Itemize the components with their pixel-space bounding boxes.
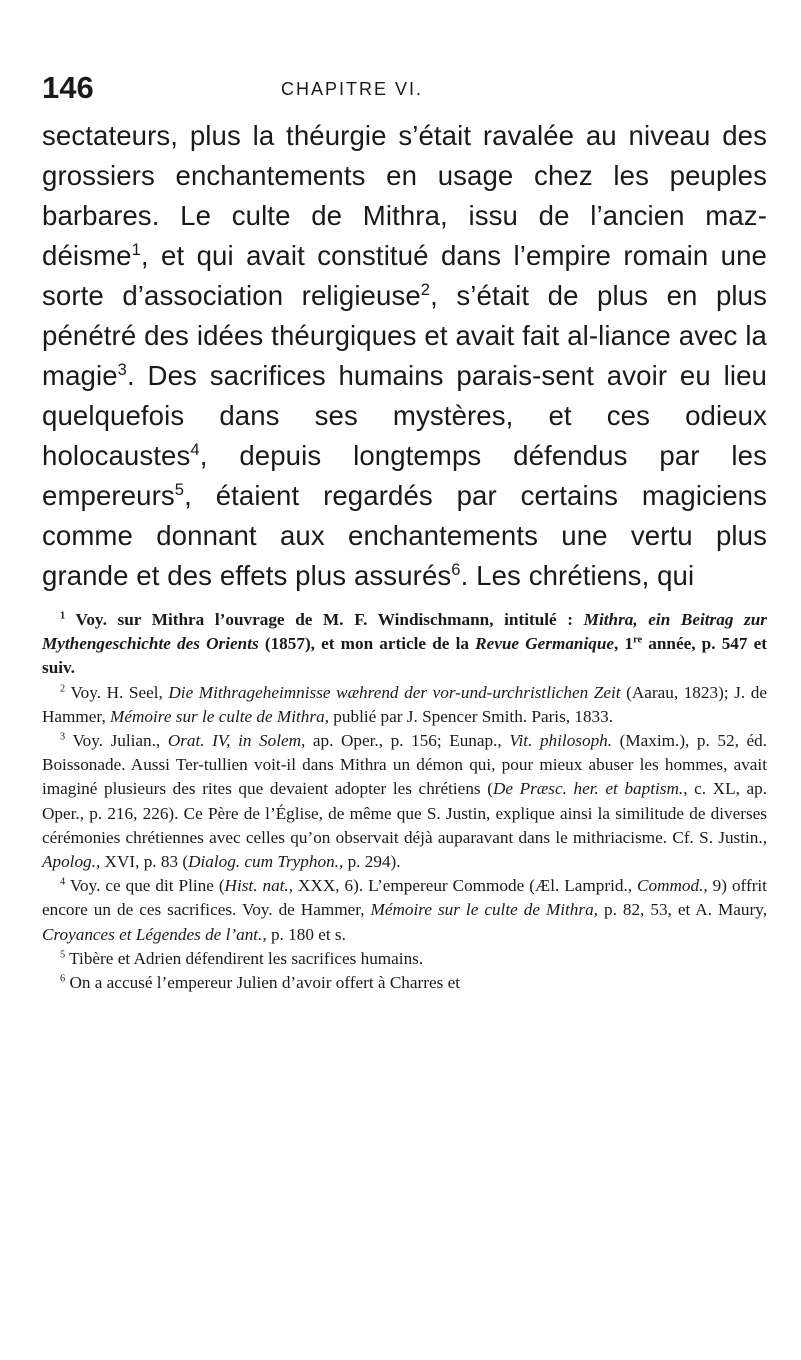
text-segment: . Des sacrifices humains parais-sent avoir eu lieu quelquefois dans ses mystères, et ces odieux holocaustes <box>42 360 767 471</box>
text-segment: , s’était de plus en plus pénétré des idées théurgiques et avait fait al-liance avec la magie <box>42 280 767 391</box>
footnote-number: 1 <box>60 610 66 622</box>
footnote-title: De Præsc. her. et baptism. <box>492 779 684 799</box>
main-paragraph <box>42 116 767 596</box>
footnote-3 <box>42 729 767 874</box>
footnotes <box>42 608 767 995</box>
footnote-title: Apolog., <box>42 852 101 872</box>
footnote-title: Mémoire sur le culte de Mithra, <box>370 900 598 920</box>
footnote-text: On a accusé l’empereur Julien d’avoir offert à Charres et <box>69 973 460 993</box>
footnote-ref: 2 <box>420 279 431 299</box>
footnote-ref: 5 <box>174 479 185 499</box>
footnote-ref: 3 <box>117 359 127 379</box>
footnote-text: p. 180 et s. <box>266 924 346 944</box>
footnote-4 <box>42 874 767 947</box>
footnote-number: 6 <box>60 973 66 985</box>
footnote-text: , c. XL, ap. Oper., p. 216, 226). Ce Père de l’Église, de même que S. Justin, explique ainsi la similitude de diverses cérémonies chrétiennes avec celles qu’on observait déjà auparavant dans le mithriacisme. Cf. S. Justin., <box>42 779 768 847</box>
footnote-text: 9) offrit encore un de ces sacrifices. Voy. de Hammer, <box>42 876 767 920</box>
text-segment: , et qui avait constitué dans l’empire romain une sorte d’association religieuse <box>42 240 767 311</box>
footnote-text: ap. Oper., p. 156; Eunap., <box>305 731 510 751</box>
footnote-1 <box>42 608 767 681</box>
footnote-text: (1857), et mon article de la <box>258 634 476 654</box>
text-segment: , étaient regardés par certains magiciens comme donnant aux enchantements une vertu plus grande et des effets plus assurés <box>42 480 767 591</box>
text-segment: sectateurs, plus la théurgie s’était ravalée au niveau des grossiers enchantements en usage chez les peuples barbares. Le culte de Mithra, issu de l’ancien maz-déisme <box>42 120 767 271</box>
footnote-6 <box>42 971 767 995</box>
footnote-text: , 1 <box>614 634 634 654</box>
footnote-title: Orat. IV, in Solem, <box>167 731 306 751</box>
footnote-number: 2 <box>60 682 66 694</box>
footnote-text: Voy. ce que dit Pline ( <box>69 876 225 896</box>
footnote-5 <box>42 947 767 971</box>
footnote-title: Mémoire sur le culte de Mithra <box>110 706 325 726</box>
page-header <box>42 70 767 116</box>
footnote-text: Voy. Julian., <box>72 731 168 751</box>
footnote-title: Die Mithrageheimnisse wæhrend der vor-und-urchristlichen Zeit <box>168 682 621 702</box>
footnote-text: XXX, 6). L’empereur Commode (Æl. Lamprid., <box>293 876 638 896</box>
footnote-text: , publié par J. Spencer Smith. Paris, 1833. <box>324 706 614 726</box>
footnote-text: p. 82, 53, et A. Maury, <box>597 900 767 920</box>
footnote-text: année, p. 547 et suiv. <box>42 634 767 678</box>
footnote-number: 4 <box>60 876 66 888</box>
footnote-title: Dialog. cum Tryphon., <box>188 852 344 872</box>
footnote-text: (Aarau, 1823); J. de Hammer, <box>42 682 767 726</box>
footnote-number: 5 <box>60 949 66 961</box>
footnote-journal: Revue Germanique <box>475 634 615 654</box>
footnote-title: Hist. nat., <box>224 876 294 896</box>
footnote-text: Voy. H. Seel, <box>70 682 169 702</box>
text-segment: . Les chrétiens, qui <box>460 560 695 591</box>
page-number: 146 <box>42 70 94 105</box>
footnote-text: Voy. sur Mithra l’ouvrage de M. F. Windischmann, intitulé : <box>75 610 584 629</box>
footnote-ref: 1 <box>131 239 141 259</box>
text-segment: , depuis longtemps défendus par les empereurs <box>42 440 767 511</box>
ordinal-suffix: re <box>633 634 643 646</box>
footnote-text: Tibère et Adrien défendirent les sacrifices humains. <box>69 948 424 968</box>
footnote-title: Commod., <box>637 876 708 896</box>
footnote-title: Vit. philosoph. <box>509 731 613 751</box>
footnote-text: XVI, p. 83 ( <box>100 852 189 872</box>
footnote-title: Croyances et Légendes de l’ant., <box>42 924 267 944</box>
footnote-2 <box>42 681 767 729</box>
footnote-title: Mithra, ein Beitrag zur Mythengeschichte des Orients <box>42 610 767 654</box>
running-title: CHAPITRE VI. <box>280 79 424 99</box>
footnote-ref: 4 <box>190 439 200 459</box>
footnote-ref: 6 <box>451 559 461 579</box>
footnote-text: p. 294). <box>343 852 401 872</box>
footnote-text: (Maxim.), p. 52, éd. Boissonade. Aussi Ter-tullien voit-il dans Mithra un démon qui, pour mieux abuser les hommes, avait imaginé plusieurs des rites que devaient adopter les chrétiens ( <box>42 731 767 799</box>
footnote-number: 3 <box>60 731 66 743</box>
